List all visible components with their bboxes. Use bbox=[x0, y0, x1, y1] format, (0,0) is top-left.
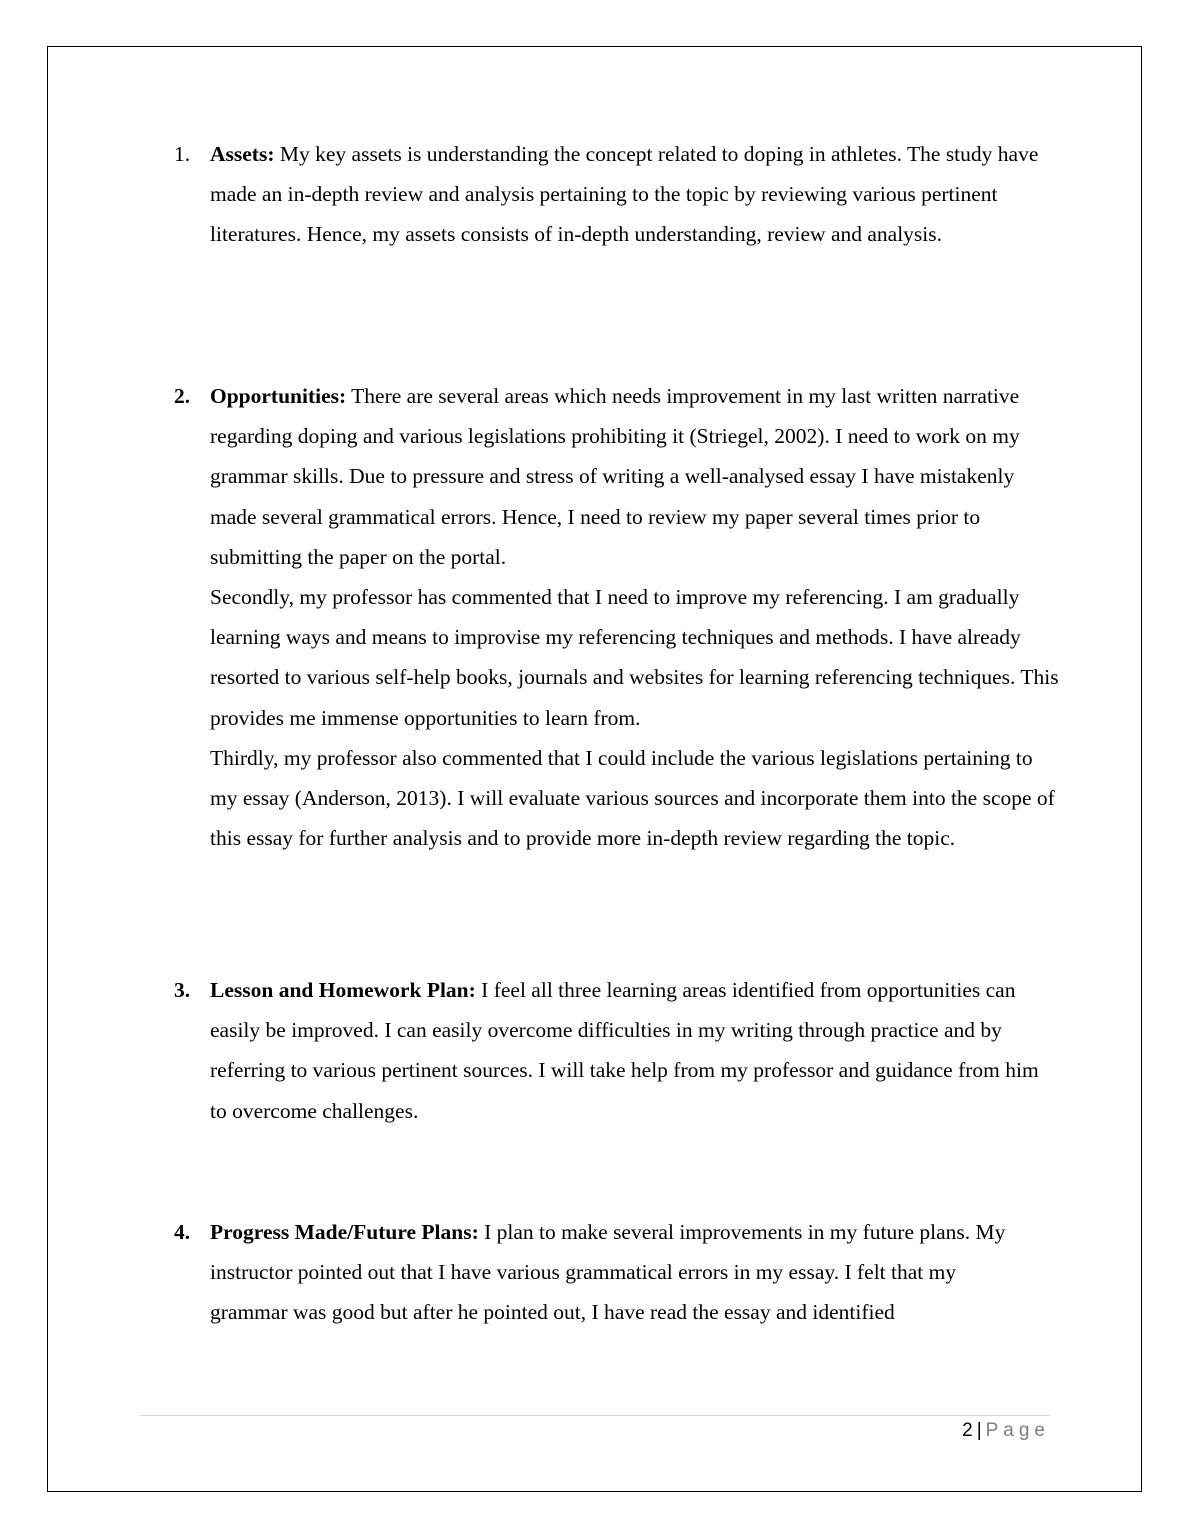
item-term: Assets: bbox=[210, 142, 275, 166]
item-term: Opportunities: bbox=[210, 384, 347, 408]
list-number: 3. bbox=[174, 978, 191, 1002]
paragraph bbox=[210, 970, 1060, 1131]
list-item-body bbox=[210, 134, 1045, 255]
item-text: My key assets is understanding the concept related to doping in athletes. The study have made an in-depth review and analysis pertaining to the topic by reviewing various pertinent literatures. Hence, my assets consists of in-depth understanding, review and analysis. bbox=[210, 142, 1039, 247]
page-footer bbox=[962, 1419, 1050, 1443]
page-label: Page bbox=[985, 1420, 1050, 1441]
paragraph bbox=[210, 376, 1060, 577]
item-text: I feel all three learning areas identified from opportunities can easily be improved. I can easily overcome difficulties in my writing through practice and by referring to various pertinent sources. I will take help from my professor and guidance from him to overcome challenges. bbox=[210, 978, 1039, 1123]
list-item-body bbox=[210, 376, 1060, 858]
paragraph bbox=[210, 1212, 1038, 1333]
paragraph: Secondly, my professor has commented that I need to improve my referencing. I am gradually learning ways and means to improvise my referencing techniques and methods. I have already resorted to various self-help books, journals and websites for learning referencing techniques. This provides me immense opportunities to learn from. bbox=[210, 585, 1059, 730]
footer-separator: | bbox=[976, 1420, 982, 1441]
item-text: I plan to make several improvements in my future plans. My instructor pointed out that I have various grammatical errors in my essay. I felt that my grammar was good but after he pointed out, I have read the essay and identified bbox=[210, 1220, 1006, 1325]
paragraph bbox=[210, 134, 1045, 255]
item-term: Lesson and Homework Plan: bbox=[210, 978, 476, 1002]
item-text: There are several areas which needs improvement in my last written narrative regarding doping and various legislations prohibiting it (Striegel, 2002). I need to work on my grammar skills. Due to pressure and stress of writing a well-analysed essay I have mistakenly made several grammatical errors. Hence, I need to review my paper several times prior to submitting the paper on the portal. bbox=[210, 384, 1020, 569]
list-item-body bbox=[210, 970, 1060, 1131]
item-term: Progress Made/Future Plans: bbox=[210, 1220, 479, 1244]
list-number: 1. bbox=[174, 142, 191, 166]
list-number: 2. bbox=[174, 384, 191, 408]
page-number: 2 bbox=[962, 1420, 973, 1441]
paragraph: Thirdly, my professor also commented that I could include the various legislations pertaining to my essay (Anderson, 2013). I will evaluate various sources and incorporate them into the scope of this essay for further analysis and to provide more in-depth review regarding the topic. bbox=[210, 745, 1055, 851]
list-number: 4. bbox=[174, 1220, 191, 1244]
footer-divider bbox=[140, 1415, 1050, 1416]
list-item-body bbox=[210, 1212, 1038, 1333]
